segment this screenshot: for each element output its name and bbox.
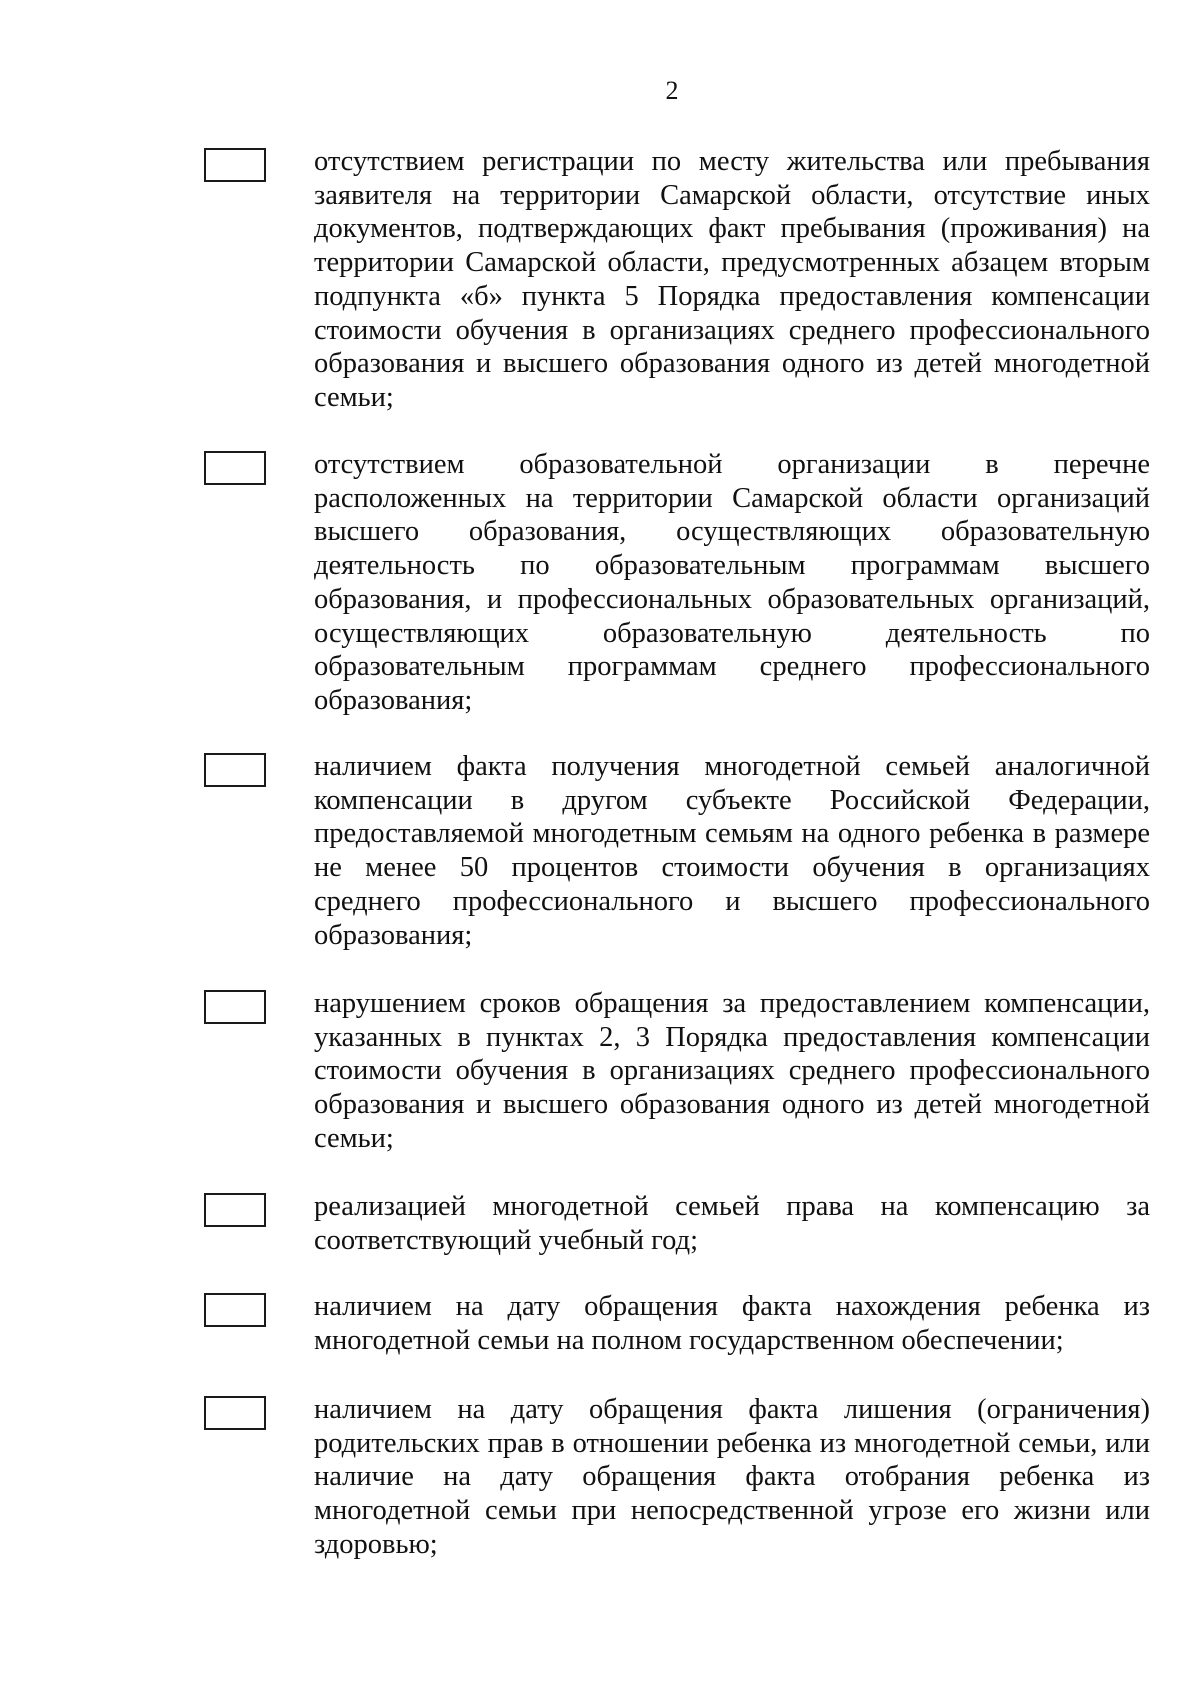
checkbox[interactable] [204,753,266,787]
item-text: наличием на дату обращения факта нахождения ребенка из многодетной семьи на полном государственном обеспечении; [314,1291,1150,1356]
item-text: отсутствием образовательной организации в перечне расположенных на территории Самарской области организаций высшего образования, осуществляющих образовательную деятельность по образовательным программам высшего образования, и профессиональных образовательных организаций, осуществляющих образовательную деятельность по образовательным программам среднего профессионального образования; [314,449,1150,716]
page-number: 2 [665,76,679,105]
item-text: реализацией многодетной семьей права на компенсацию за соответствующий учебный год; [314,1191,1150,1256]
checkbox[interactable] [204,1396,266,1430]
item-text: отсутствием регистрации по месту жительства или пребывания заявителя на территории Самарской области, отсутствие иных документов, подтверждающих факт пребывания (проживания) на территории Самарской области, предусмотренных абзацем вторым подпункта «б» пункта 5 Порядка предоставления компенсации стоимости обучения в организациях среднего профессионального образования и высшего образования одного из детей многодетной семьи; [314,146,1150,413]
item-text: нарушением сроков обращения за предоставлением компенсации, указанных в пунктах 2, 3 Порядка предоставления компенсации стоимости обучения в организациях среднего профессионального образования и высшего образования одного из детей многодетной семьи; [314,988,1150,1154]
item-text: наличием на дату обращения факта лишения (ограничения) родительских прав в отношении ребенка из многодетной семьи, или наличие на дату обращения факта отобрания ребенка из многодетной семьи при непосредственной угрозе его жизни или здоровью; [314,1394,1150,1560]
checkbox[interactable] [204,1293,266,1327]
checkbox[interactable] [204,451,266,485]
checkbox[interactable] [204,990,266,1024]
checkbox[interactable] [204,1193,266,1227]
item-text: наличием факта получения многодетной семьей аналогичной компенсации в другом субъекте Российской Федерации, предоставляемой многодетным семьям на одного ребенка в размере не менее 50 процентов стоимости обучения в организациях среднего профессионального и высшего профессионального образования; [314,751,1150,951]
checkbox[interactable] [204,148,266,182]
